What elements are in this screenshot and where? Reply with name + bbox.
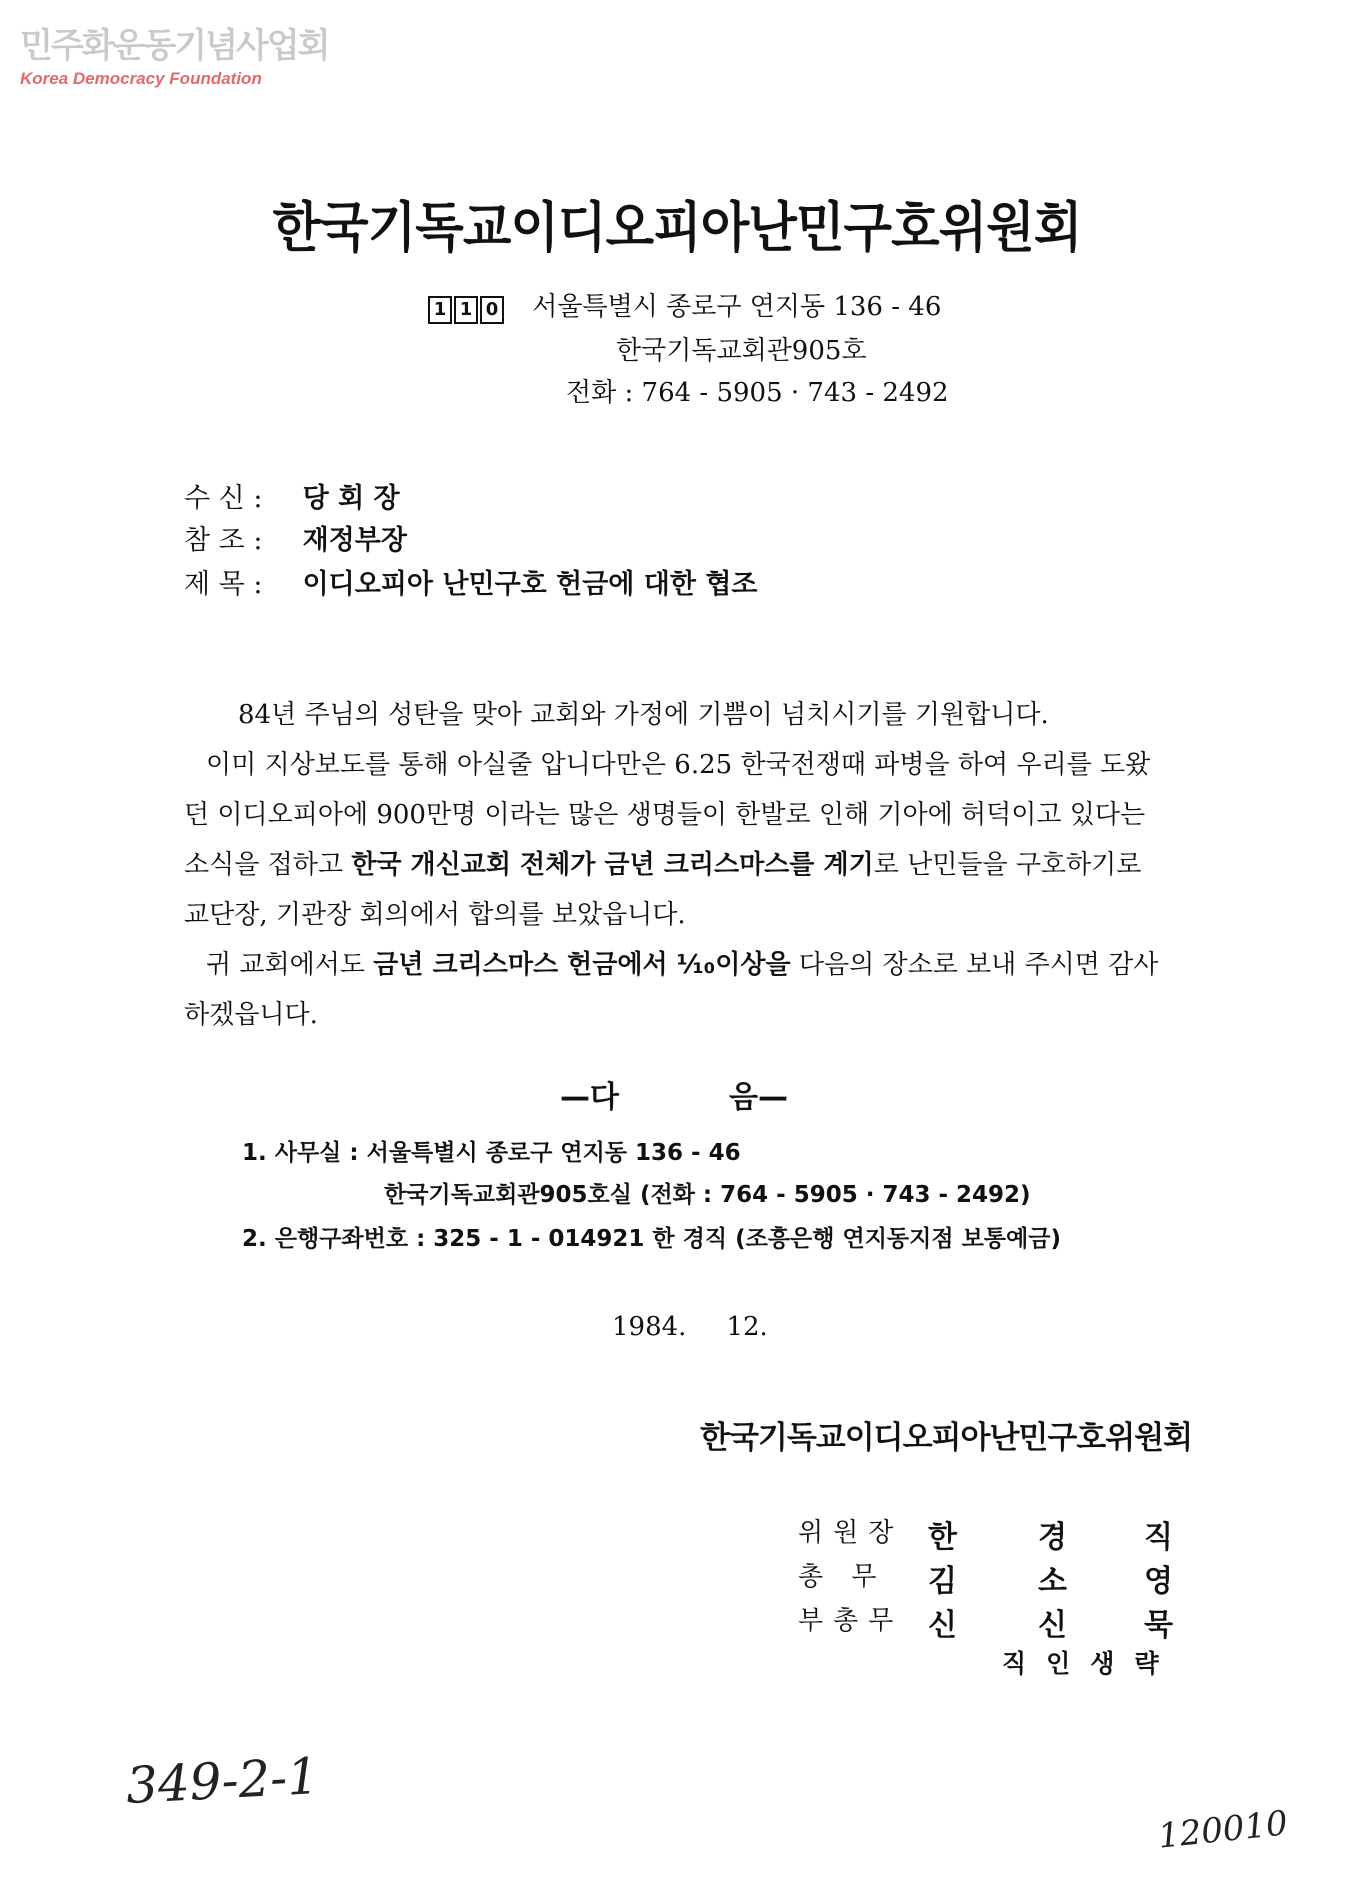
officer-name-char: 소 [1038, 1564, 1067, 1599]
body-emphasis: 한국 개신교회 전체가 금년 크리스마스를 계기 [351, 850, 874, 880]
body-text: 로 난민들을 구호하기로 [873, 850, 1142, 880]
document-date [612, 1312, 768, 1342]
watermark-english: Korea Democracy Foundation [20, 69, 262, 88]
next-heading-right: 음— [728, 1080, 788, 1115]
item-office-line-1: 1. 사무실 : 서울특별시 종로구 연지동 136 - 46 [242, 1140, 741, 1166]
watermark [20, 18, 328, 89]
officer-title: 총 무 [798, 1562, 887, 1592]
handwritten-ref-right: 120010 [1156, 1803, 1290, 1857]
address-text: 서울특별시 종로구 연지동 136 - 46 [532, 292, 942, 322]
officer-name-char: 영 [1144, 1564, 1173, 1599]
body-line: 하겠읍니다. [184, 1000, 318, 1030]
officer-name-char: 직 [1144, 1520, 1173, 1555]
reference-row [184, 518, 407, 557]
body-line: 던 이디오피아에 900만명 이라는 많은 생명들이 한발로 인해 기아에 허덕이고 있다는 [184, 800, 1146, 830]
date-year: 1984. [612, 1312, 687, 1342]
officer-name-char: 묵 [1144, 1608, 1173, 1643]
zip-digit: 1 [454, 296, 478, 324]
body-line: 교단장, 기관장 회의에서 합의를 보았읍니다. [184, 900, 686, 930]
body-line: 이미 지상보도를 통해 아실줄 압니다만은 6.25 한국전쟁때 파병을 하여 우리를 도왔 [206, 750, 1151, 780]
body-text: 소식을 접하고 [184, 850, 352, 880]
item-bank-account: 2. 은행구좌번호 : 325 - 1 - 014921 한 경직 (조흥은행 연지동지점 보통예금) [242, 1226, 1061, 1252]
address-line-1 [428, 286, 941, 324]
officer-name-char: 신 [1038, 1608, 1067, 1643]
body-text: 귀 교회에서도 [206, 950, 374, 980]
officer-row-chairman [798, 1512, 1178, 1555]
reference-value: 재정부장 [302, 525, 407, 556]
watermark-korean: 민주화운동기념사업회 [20, 26, 329, 66]
recipient-value: 당 회 장 [302, 483, 400, 514]
officer-name-char: 한 [928, 1520, 957, 1555]
body-emphasis: 금년 크리스마스 헌금에서 ⅒이상을 [373, 950, 791, 980]
signature-org-name: 한국기독교이디오피아난민구호위원회 [700, 1420, 1193, 1456]
officer-title: 위원장 [798, 1518, 904, 1548]
body-text: 다음의 장소로 보내 주시면 감사 [790, 950, 1159, 980]
officer-name-char: 경 [1038, 1520, 1067, 1555]
officer-name-char: 김 [928, 1564, 957, 1599]
subject-row [184, 562, 758, 601]
next-heading-left: —다 [560, 1080, 619, 1115]
body-paragraph-1: 84년 주님의 성탄을 맞아 교회와 가정에 기쁨이 넘치시기를 기원합니다. [238, 700, 1049, 730]
officer-row-secretary [798, 1556, 1178, 1599]
next-heading [560, 1072, 788, 1116]
body-line [206, 944, 1206, 981]
recipient-label: 수 신 : [184, 483, 263, 514]
officer-name-char: 신 [928, 1608, 957, 1643]
zip-code-boxes [428, 292, 506, 324]
address-line-2: 한국기독교회관905호 [616, 336, 867, 366]
subject-value: 이디오피아 난민구호 헌금에 대한 협조 [302, 569, 758, 600]
letterhead-org-name: 한국기독교이디오피아난민구호위원회 [272, 196, 1082, 259]
seal-omitted-note: 직인생략 [1002, 1649, 1179, 1678]
officer-title: 부총무 [798, 1606, 904, 1636]
reference-label: 참 조 : [184, 525, 263, 556]
zip-digit: 1 [428, 296, 452, 324]
officer-row-vice-secretary [798, 1600, 1178, 1643]
body-line [184, 844, 1184, 881]
subject-label: 제 목 : [184, 569, 263, 600]
recipient-row [184, 476, 400, 515]
phone-line: 전화 : 764 - 5905 · 743 - 2492 [566, 378, 949, 408]
item-office-line-2: 한국기독교회관905호실 (전화 : 764 - 5905 · 743 - 2492) [384, 1182, 1031, 1208]
zip-digit: 0 [480, 296, 504, 324]
date-month: 12. [726, 1312, 768, 1342]
handwritten-ref-left: 349-2-1 [124, 1746, 321, 1816]
